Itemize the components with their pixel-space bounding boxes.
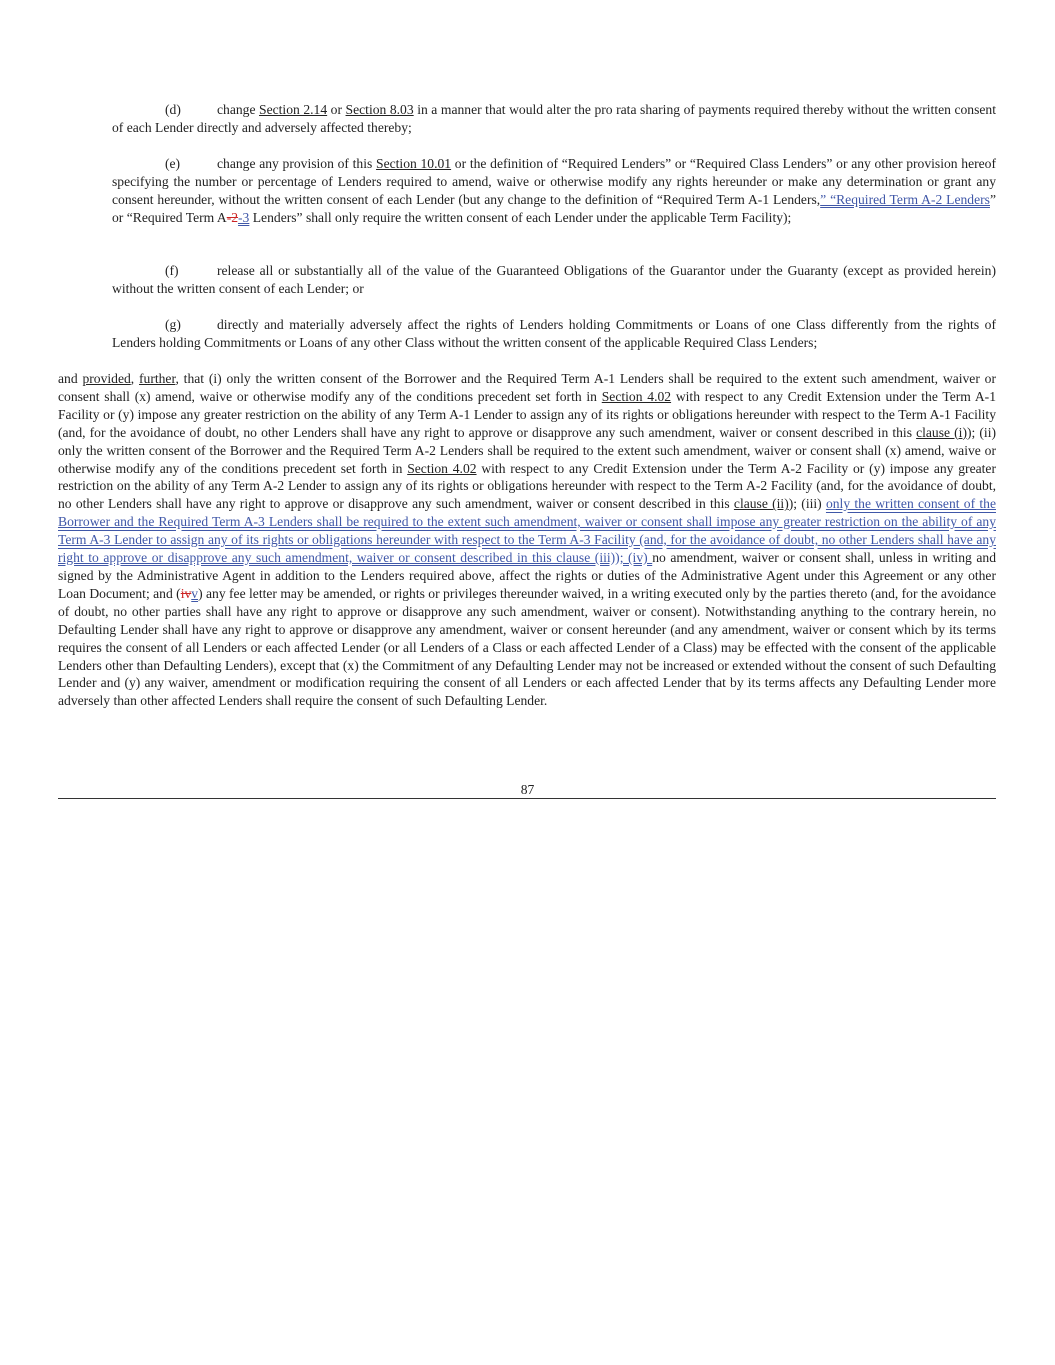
clause-d: (d) change Section 2.14 or Section 8.03 in a manner that would alter the pro rata sharing of payments required thereby without the written consent of each Lender directly and adversely affected thereby; [112, 102, 996, 135]
deleted-text: iv [180, 585, 192, 601]
clause-reference: clause (i) [916, 424, 967, 440]
section-reference: Section 4.02 [601, 388, 672, 404]
inserted-text: -3 [238, 209, 250, 225]
section-reference: Section 8.03 [345, 102, 414, 117]
clause-label: (g) [165, 317, 181, 332]
section-reference: Section 10.01 [376, 156, 452, 171]
inserted-text: only the written consent of the Borrower and the Required Term A-3 Lenders shall be required to the extent such amendment, waiver or consent shall impose any greater restriction on the ability of any Term A-3 Lender to assign any of its rights or obligations hereunder with respect to the Term A-3 Facility (and, for the avoidance of doubt, no other Lenders shall have any right to approve or disapprove any such amendment, waiver or consent described in this clause (iii)); (iv) [58, 496, 996, 566]
clause-label: (e) [165, 156, 181, 171]
section-reference: Section 2.14 [259, 102, 328, 117]
deleted-text: -2 [226, 209, 239, 225]
clause-e: (e) change any provision of this Section 10.01 or the definition of “Required Lenders” or “Required Class Lenders” or any other provision hereof specifying the number or percentage of Lenders required to amend, waive or otherwise modify any rights hereunder or make any determination or grant any consent hereunder, without the written consent of each Lender (but any change to the definition of “Required Term A-1 Lenders,” “Required Term A-2 Lenders” or “Required Term A-2-3 Lenders” shall only require the written consent of each Lender under the applicable Term Facility); [112, 156, 997, 225]
page-number: 87 [520, 782, 535, 797]
proviso-paragraph: and provided, further, that (i) only the written consent of the Borrower and the Required Term A-1 Lenders shall be required to the extent such amendment, waiver or consent shall (x) amend, waive or otherwise modify any of the conditions precedent set forth in Section 4.02 with respect to any Credit Extension under the Term A-1 Facility or (y) impose any greater restriction on the ability of any Term A-1 Lender to assign any of its rights or obligations hereunder with respect to the Term A-1 Facility (and, for the avoidance of doubt, no other Lenders shall have any right to approve or disapprove any such amendment, waiver or consent described in this clause (i)); (ii) only the written consent of the Borrower and the Required Term A-2 Lenders shall be required to the extent such amendment, waiver or consent shall (x) amend, waive or otherwise modify any of the conditions precedent set forth in Section 4.02 with respect to any Credit Extension under the Term A-2 Facility or (y) impose any greater restriction on the ability of any Term A-2 Lender to assign any of its rights or obligations hereunder with respect to the Term A-2 Facility (and, for the avoidance of doubt, no other Lenders shall have any right to approve or disapprove any such amendment, waiver or consent described in this clause (ii)); (iii) only the written consent of the Borrower and the Required Term A-3 Lenders shall be required to the extent such amendment, waiver or consent shall impose any greater restriction on the ability of any Term A-3 Lender to assign any of its rights or obligations hereunder with respect to the Term A-3 Facility (and, for the avoidance of doubt, no other Lenders shall have any right to approve or disapprove any such amendment, waiver or consent described in this clause (iii)); (iv) no amendment, waiver or consent shall, unless in writing and signed by the Administrative Agent in addition to the Lenders required above, affect the rights or duties of the Administrative Agent under this Agreement or any other Loan Document; and (ivv) any fee letter may be amended, or rights or privileges thereunder waived, in a writing executed only by the parties thereto (and, for the avoidance of doubt, no other parties shall have any right to approve or disapprove any such amendment, waiver or consent). Notwithstanding anything to the contrary herein, no Defaulting Lender shall have any right to approve or disapprove any amendment, waiver or consent hereunder (and any amendment, waiver or consent which by its terms requires the consent of all Lenders or each affected Lender (or all Lenders of a Class or each affected Lender of a Class) may be effected with the consent of the applicable Lenders other than Defaulting Lenders), except that (x) the Commitment of any Defaulting Lender may not be increased or extended without the consent of such Defaulting Lender and (y) any waiver, amendment or modification requiring the consent of all Lenders or each affected Lender that by its terms affects any Defaulting Lender more adversely than other affected Lenders shall require the consent of such Defaulting Lender. [58, 371, 997, 709]
clause-label: (f) [165, 263, 179, 278]
clause-reference: clause (ii) [733, 496, 789, 512]
footer-rule [58, 798, 996, 799]
inserted-text: ” “Required Term A-2 Lenders [820, 191, 990, 207]
inserted-text: v [191, 585, 199, 601]
clause-g: (g) directly and materially adversely affect the rights of Lenders holding Commitments or Loans of one Class differently from the rights of Lenders holding Commitments or Loans of any other Class without the written consent of the applicable Required Class Lenders; [112, 317, 996, 350]
clause-label: (d) [165, 102, 181, 117]
clause-f: (f) release all or substantially all of the value of the Guaranteed Obligations of the Guarantor under the Guaranty (except as provided herein) without the written consent of each Lender; or [112, 263, 996, 296]
section-reference: Section 4.02 [407, 460, 477, 476]
